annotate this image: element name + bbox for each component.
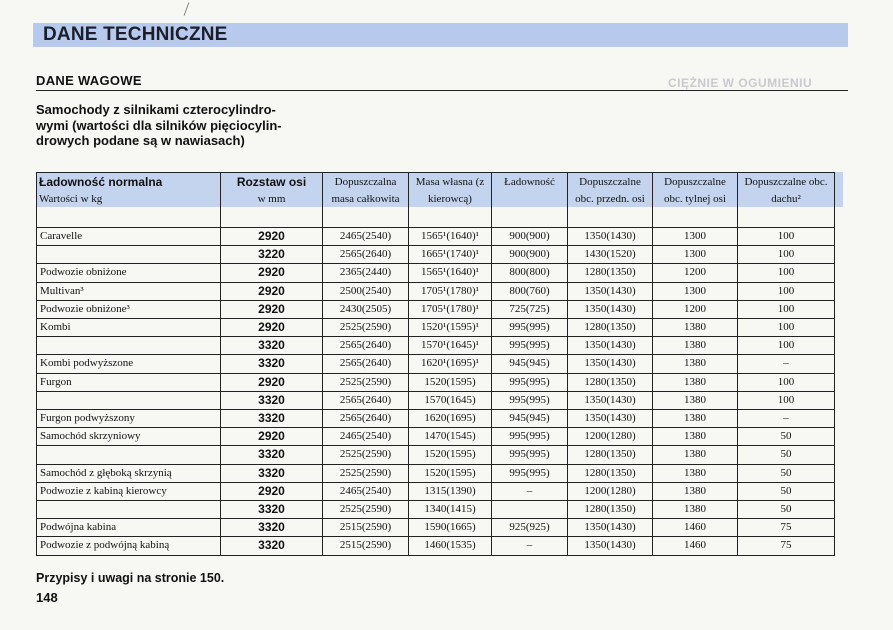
curb-weight-cell: 1620(1695) [409, 410, 492, 428]
curb-weight-cell: 1315(1390) [409, 482, 492, 500]
col-header-rear-axle: Dopuszczalne obc. tylnej osi [653, 173, 738, 228]
payload-cell: 995(995) [492, 428, 568, 446]
curb-weight-cell: 1470(1545) [409, 428, 492, 446]
table-row [37, 282, 835, 300]
rear-axle-load-cell: 1380 [653, 501, 738, 519]
curb-weight-cell: 1520(1595) [409, 464, 492, 482]
table-body [37, 228, 835, 556]
gross-weight-cell: 2525(2590) [323, 501, 409, 519]
col-header-payload: Ładowność [492, 173, 568, 228]
track-subtitle: w mm [257, 193, 286, 205]
table-row [37, 300, 835, 318]
wheelbase-cell: 3320 [221, 537, 323, 555]
rear-axle-load-cell: 1380 [653, 355, 738, 373]
load-subtitle: Wartości w kg [39, 193, 103, 205]
front-axle-load-cell: 1350(1430) [568, 300, 653, 318]
rear-axle-load-cell: 1380 [653, 446, 738, 464]
payload-cell: 995(995) [492, 373, 568, 391]
vehicle-name-cell: Podwójna kabina [37, 519, 221, 537]
roof-load-cell: 50 [738, 428, 835, 446]
gross-weight-cell: 2525(2590) [323, 373, 409, 391]
rear-axle-load-cell: 1380 [653, 464, 738, 482]
roof-load-cell: 75 [738, 537, 835, 555]
payload-cell: 995(995) [492, 464, 568, 482]
rear-axle-load-cell: 1380 [653, 391, 738, 409]
roof-load-cell: 100 [738, 391, 835, 409]
curb-weight-cell: 1705¹(1780)¹ [409, 300, 492, 318]
payload-cell [492, 501, 568, 519]
table-row [37, 410, 835, 428]
front-axle-load-cell: 1350(1430) [568, 282, 653, 300]
payload-cell: 900(900) [492, 228, 568, 246]
col-header-curb: Masa własna (z kierowcą) [409, 173, 492, 228]
wheelbase-cell: 2920 [221, 282, 323, 300]
vehicle-name-cell: Kombi [37, 319, 221, 337]
weight-data-table [36, 172, 835, 556]
col-header-load [37, 173, 221, 228]
col-header-gross: Dopuszczalna masa całkowita [323, 173, 409, 228]
intro-paragraph: Samochody z silnikami czterocylindro-wymi (wartości dla silników pięciocylin-drowych podane są w nawiasach) [36, 102, 282, 148]
gross-weight-cell: 2465(2540) [323, 482, 409, 500]
front-axle-load-cell: 1350(1430) [568, 355, 653, 373]
section-title: DANE WAGOWE [36, 73, 142, 88]
gross-weight-cell: 2465(2540) [323, 428, 409, 446]
curb-weight-cell: 1565¹(1640)¹ [409, 264, 492, 282]
vehicle-name-cell: Podwozie z kabiną kierowcy [37, 482, 221, 500]
roof-load-cell: 50 [738, 446, 835, 464]
gross-weight-cell: 2525(2590) [323, 446, 409, 464]
roof-load-cell: 100 [738, 246, 835, 264]
rear-axle-load-cell: 1380 [653, 428, 738, 446]
gross-weight-cell: 2565(2640) [323, 410, 409, 428]
roof-load-cell: 100 [738, 282, 835, 300]
curb-weight-cell: 1665¹(1740)¹ [409, 246, 492, 264]
wheelbase-cell: 2920 [221, 319, 323, 337]
wheelbase-cell: 3320 [221, 355, 323, 373]
front-axle-load-cell: 1350(1430) [568, 410, 653, 428]
wheelbase-cell: 3320 [221, 337, 323, 355]
roof-load-cell: 100 [738, 373, 835, 391]
table-row [37, 337, 835, 355]
wheelbase-cell: 2920 [221, 482, 323, 500]
roof-load-cell: 75 [738, 519, 835, 537]
gross-weight-cell: 2430(2505) [323, 300, 409, 318]
roof-load-cell: 50 [738, 501, 835, 519]
roof-load-cell: 50 [738, 482, 835, 500]
vehicle-name-cell: Kombi podwyższone [37, 355, 221, 373]
vehicle-name-cell: Furgon podwyższony [37, 410, 221, 428]
wheelbase-cell: 2920 [221, 428, 323, 446]
rear-axle-load-cell: 1300 [653, 246, 738, 264]
wheelbase-cell: 3320 [221, 391, 323, 409]
vehicle-name-cell: Podwozie obniżone³ [37, 300, 221, 318]
table-row [37, 228, 835, 246]
payload-cell: 995(995) [492, 337, 568, 355]
rear-axle-load-cell: 1380 [653, 373, 738, 391]
vehicle-name-cell: Multivan³ [37, 282, 221, 300]
front-axle-load-cell: 1200(1280) [568, 482, 653, 500]
payload-cell: 800(800) [492, 264, 568, 282]
curb-weight-cell: 1520(1595) [409, 373, 492, 391]
col-header-roof: Dopuszczalne obc. dachu² [738, 173, 835, 228]
payload-cell: – [492, 537, 568, 555]
table-row [37, 446, 835, 464]
gross-weight-cell: 2565(2640) [323, 391, 409, 409]
vehicle-name-cell: Samochód z głęboką skrzynią [37, 464, 221, 482]
front-axle-load-cell: 1350(1430) [568, 391, 653, 409]
front-axle-load-cell: 1350(1430) [568, 228, 653, 246]
front-axle-load-cell: 1280(1350) [568, 373, 653, 391]
gross-weight-cell: 2525(2590) [323, 319, 409, 337]
curb-weight-cell: 1620¹(1695)¹ [409, 355, 492, 373]
page-number: 148 [36, 590, 58, 605]
track-title: Rozstaw osi [236, 175, 307, 189]
table-header-row [37, 173, 835, 228]
wheelbase-cell: 3320 [221, 519, 323, 537]
front-axle-load-cell: 1350(1430) [568, 537, 653, 555]
rear-axle-load-cell: 1460 [653, 537, 738, 555]
table-row [37, 319, 835, 337]
front-axle-load-cell: 1430(1520) [568, 246, 653, 264]
load-title: Ładowność normalna [39, 175, 163, 189]
pen-mark [184, 2, 190, 15]
wheelbase-cell: 3320 [221, 410, 323, 428]
wheelbase-cell: 3320 [221, 501, 323, 519]
front-axle-load-cell: 1280(1350) [568, 264, 653, 282]
rear-axle-load-cell: 1300 [653, 282, 738, 300]
rear-axle-load-cell: 1200 [653, 300, 738, 318]
table-row [37, 464, 835, 482]
payload-cell: – [492, 482, 568, 500]
col-header-front-axle: Dopuszczalne obc. przedn. osi [568, 173, 653, 228]
curb-weight-cell: 1590(1665) [409, 519, 492, 537]
wheelbase-cell: 2920 [221, 264, 323, 282]
gross-weight-cell: 2525(2590) [323, 464, 409, 482]
payload-cell: 945(945) [492, 355, 568, 373]
vehicle-name-cell [37, 246, 221, 264]
gross-weight-cell: 2465(2540) [323, 228, 409, 246]
wheelbase-cell: 2920 [221, 373, 323, 391]
payload-cell: 995(995) [492, 319, 568, 337]
vehicle-name-cell [37, 391, 221, 409]
table-row [37, 355, 835, 373]
curb-weight-cell: 1520¹(1595)¹ [409, 319, 492, 337]
roof-load-cell: 50 [738, 464, 835, 482]
front-axle-load-cell: 1280(1350) [568, 319, 653, 337]
roof-load-cell: 100 [738, 337, 835, 355]
roof-load-cell: 100 [738, 228, 835, 246]
payload-cell: 900(900) [492, 246, 568, 264]
vehicle-name-cell: Podwozie obniżone [37, 264, 221, 282]
table-row [37, 537, 835, 555]
payload-cell: 725(725) [492, 300, 568, 318]
gross-weight-cell: 2565(2640) [323, 337, 409, 355]
rear-axle-load-cell: 1380 [653, 337, 738, 355]
vehicle-name-cell [37, 501, 221, 519]
table-row [37, 519, 835, 537]
curb-weight-cell: 1340(1415) [409, 501, 492, 519]
curb-weight-cell: 1570¹(1645)¹ [409, 337, 492, 355]
payload-cell: 925(925) [492, 519, 568, 537]
payload-cell: 800(760) [492, 282, 568, 300]
table-row [37, 428, 835, 446]
curb-weight-cell: 1705¹(1780)¹ [409, 282, 492, 300]
rear-axle-load-cell: 1380 [653, 410, 738, 428]
front-axle-load-cell: 1280(1350) [568, 501, 653, 519]
footnote-reference: Przypisy i uwagi na stronie 150. [36, 571, 225, 585]
wheelbase-cell: 2920 [221, 300, 323, 318]
table-row [37, 264, 835, 282]
table-row [37, 391, 835, 409]
curb-weight-cell: 1565¹(1640)¹ [409, 228, 492, 246]
gross-weight-cell: 2365(2440) [323, 264, 409, 282]
front-axle-load-cell: 1280(1350) [568, 464, 653, 482]
front-axle-load-cell: 1350(1430) [568, 337, 653, 355]
table-row [37, 482, 835, 500]
roof-load-cell: 100 [738, 319, 835, 337]
wheelbase-cell: 2920 [221, 228, 323, 246]
roof-load-cell: 100 [738, 264, 835, 282]
vehicle-name-cell: Caravelle [37, 228, 221, 246]
page-header-title: DANE TECHNICZNE [43, 24, 228, 45]
table-row [37, 373, 835, 391]
roof-load-cell: 100 [738, 300, 835, 318]
front-axle-load-cell: 1350(1430) [568, 519, 653, 537]
vehicle-name-cell: Furgon [37, 373, 221, 391]
roof-load-cell: – [738, 355, 835, 373]
front-axle-load-cell: 1200(1280) [568, 428, 653, 446]
vehicle-name-cell [37, 446, 221, 464]
gross-weight-cell: 2515(2590) [323, 519, 409, 537]
curb-weight-cell: 1520(1595) [409, 446, 492, 464]
payload-cell: 945(945) [492, 410, 568, 428]
rear-axle-load-cell: 1200 [653, 264, 738, 282]
payload-cell: 995(995) [492, 391, 568, 409]
curb-weight-cell: 1460(1535) [409, 537, 492, 555]
gross-weight-cell: 2565(2640) [323, 355, 409, 373]
payload-cell: 995(995) [492, 446, 568, 464]
curb-weight-cell: 1570(1645) [409, 391, 492, 409]
col-header-track [221, 173, 323, 228]
gross-weight-cell: 2515(2590) [323, 537, 409, 555]
gross-weight-cell: 2500(2540) [323, 282, 409, 300]
rear-axle-load-cell: 1300 [653, 228, 738, 246]
rear-axle-load-cell: 1380 [653, 482, 738, 500]
rear-axle-load-cell: 1380 [653, 319, 738, 337]
wheelbase-cell: 3320 [221, 446, 323, 464]
vehicle-name-cell [37, 337, 221, 355]
section-divider [36, 90, 848, 91]
front-axle-load-cell: 1280(1350) [568, 446, 653, 464]
vehicle-name-cell: Samochód skrzyniowy [37, 428, 221, 446]
vehicle-name-cell: Podwozie z podwójną kabiną [37, 537, 221, 555]
gross-weight-cell: 2565(2640) [323, 246, 409, 264]
roof-load-cell: – [738, 410, 835, 428]
rear-axle-load-cell: 1460 [653, 519, 738, 537]
table-row [37, 246, 835, 264]
bleed-through-heading: CIĘŻNIE W OGUMIENIU [668, 76, 813, 90]
wheelbase-cell: 3220 [221, 246, 323, 264]
wheelbase-cell: 3320 [221, 464, 323, 482]
table-row [37, 501, 835, 519]
